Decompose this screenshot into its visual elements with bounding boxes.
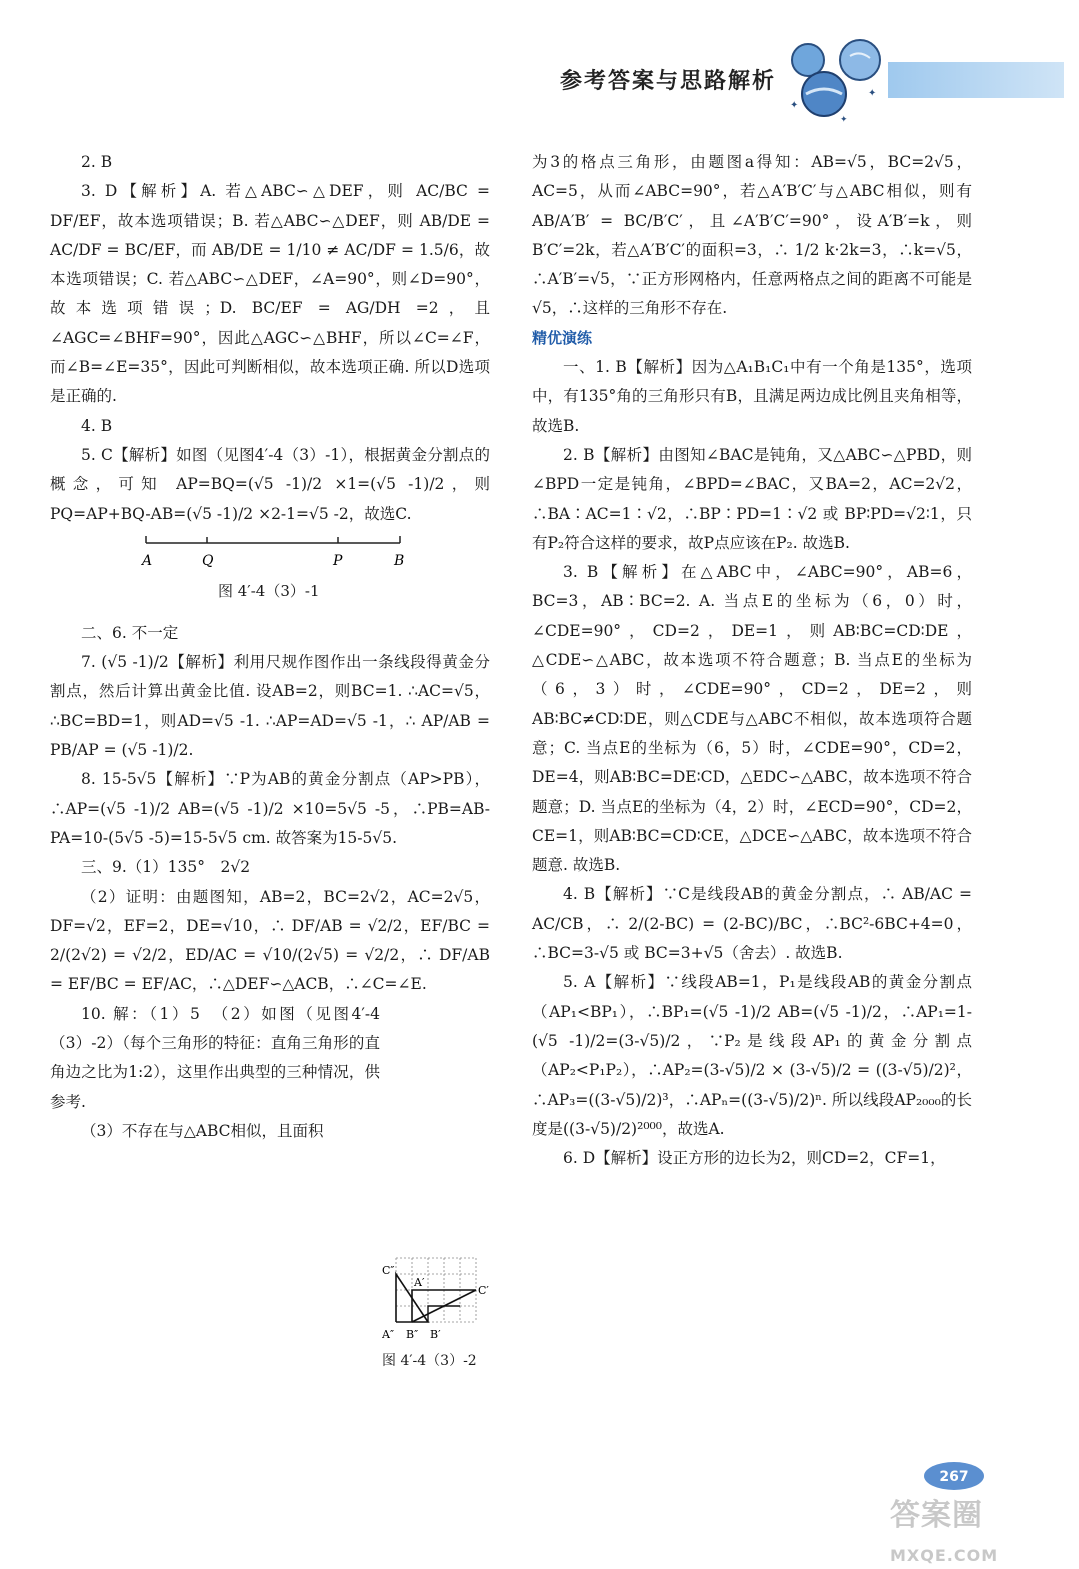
point-label-b: B bbox=[394, 552, 405, 569]
answer-2: 2. B bbox=[81, 153, 113, 171]
right-column bbox=[532, 148, 972, 1173]
practice-answer-3: 3. B【解析】在△ABC中，∠ABC=90°，AB=6，BC=3，AB∶BC=2. A. 当点E的坐标为（6，0）时，∠CDE=90°，CD=2，DE=1，则AB∶BC=CD∶DE，△CDE∽△ABC，故本选项不符合题意；B. 当点E的坐标为（6，3）时，∠CDE=90°，CD=2，DE=2，则AB∶BC≠CD∶DE，则△CDE与△ABC不相似，故本选项符合题意；C. 当点E的坐标为（6，5）时，∠CDE=90°，CD=2，DE=4，则AB∶BC=DE∶CD，△EDC∽△ABC，故本选项不符合题意；D. 当点E的坐标为（4，2）时，∠ECD=90°，CD=2，CE=1，则AB∶BC=CD∶CE，△DCE∽△ABC，故本选项不符合题意. 故选B. bbox=[532, 563, 972, 875]
grid-label-a2: A″ bbox=[382, 1328, 395, 1341]
point-label-p: P bbox=[333, 552, 343, 569]
answer-9-1: 三、9.（1）135° 2√2 bbox=[81, 858, 251, 877]
answer-7: 7. (√5 -1)/2【解析】利用尺规作图作出一条线段得黄金分割点，然后计算出黄金比值. 设AB=2，则BC=1. ∴AC=√5，∴BC=BD=1，则AD=√5 -1. ∴AP=AD=√5 -1，∴ AP/AB = PB/AP = (√5 -1)/2. bbox=[50, 653, 490, 760]
answer-9-2: （2）证明：由题图知，AB=2，BC=2√2，AC=2√5，DF=√2，EF=2，DE=√10，∴ DF/AB = √2/2，EF/BC = 2/(2√2) = √2/2，ED/AC = √10/(2√5) = √2/2，∴ DF/AB = EF/BC = EF/AC，∴△DEF∽△ACB，∴∠C=∠E. bbox=[50, 887, 490, 994]
grid-label-c2: C″ bbox=[382, 1264, 395, 1277]
point-label-q: Q bbox=[202, 552, 214, 569]
answer-10-continued: 为3的格点三角形，由题图a得知：AB=√5，BC=2√5，AC=5，从而∠ABC=90°，若△A′B′C′与△ABC相似，则有 AB/A′B′ = BC/B′C′，且∠A′B′C′=90°，设A′B′=k，则B′C′=2k，若△A′B′C′的面积=3，∴ 1/2 k·2k=3，∴k=√5，∴A′B′=√5，∵正方形网格内，任意两格点之间的距离不可能是√5，∴这样的三角形不存在. bbox=[532, 153, 972, 318]
header-banner bbox=[888, 62, 1064, 98]
grid-label-a1: A′ bbox=[414, 1276, 425, 1289]
answer-6: 二、6. 不一定 bbox=[81, 623, 179, 642]
watermark-text: 答案圈 bbox=[890, 1498, 983, 1533]
planet-decoration-icon bbox=[780, 36, 890, 126]
practice-answer-4: 4. B【解析】∵C是线段AB的黄金分割点，∴ AB/AC = AC/CB，∴ 2/(2-BC) = (2-BC)/BC，∴BC²-6BC+4=0，∴BC=3-√5 或 BC=3+√5（舍去）. 故选B. bbox=[532, 885, 972, 963]
practice-answer-5: 5. A【解析】∵线段AB=1，P₁是线段AB的黄金分割点（AP₁<BP₁），∴BP₁=(√5 -1)/2 AB=(√5 -1)/2，∴AP₁=1-(√5 -1)/2=(3-√5)/2，∵P₂是线段AP₁的黄金分割点（AP₂<P₁P₂），∴AP₂=(3-√5)/2 × (3-√5)/2 = ((3-√5)/2)²，∴AP₃=((3-√5)/2)³，∴APₙ=((3-√5)/2)ⁿ. 所以线段AP₂₀₀₀的长度是((3-√5)/2)²⁰⁰⁰，故选A. bbox=[532, 973, 972, 1138]
figure-caption-1: 图 4′-4（3）-1 bbox=[218, 581, 320, 600]
answer-10-3: （3）不存在与△ABC相似，且面积 bbox=[81, 1121, 324, 1140]
practice-answer-2: 2. B【解析】由图知∠BAC是钝角，又△ABC∽△PBD，则∠BPD一定是钝角，∠BPD=∠BAC，又BA=2，AC=2√2，∴BA∶AC=1∶√2，∴BP∶PD=1∶√2 或 BP∶PD=√2∶1，只有P₂符合这样的要求，故P点应该在P₂. 故选B. bbox=[532, 445, 972, 552]
grid-label-b2: B″ bbox=[406, 1328, 419, 1341]
page-number-badge bbox=[914, 1454, 994, 1494]
practice-answer-6: 6. D【解析】设正方形的边长为2，则CD=2，CF=1， bbox=[563, 1149, 946, 1168]
watermark-url: MXQE.COM bbox=[890, 1546, 999, 1565]
figure-caption-2: 图 4′-4（3）-2 bbox=[382, 1353, 477, 1369]
practice-answer-1: 一、1. B【解析】因为△A₁B₁C₁中有一个角是135°，选项中，有135°角的三角形只有B，且满足两边成比例且夹角相等，故选B. bbox=[532, 358, 972, 435]
figure-grid-triangles bbox=[382, 1252, 502, 1370]
svg-text:✦: ✦ bbox=[840, 115, 848, 125]
grid-label-c1: C′ bbox=[478, 1284, 489, 1297]
svg-text:✦: ✦ bbox=[868, 88, 877, 99]
page-number: 267 bbox=[939, 1469, 969, 1485]
page-header-title: 参考答案与思路解析 bbox=[560, 69, 777, 94]
point-label-a: A bbox=[142, 552, 153, 569]
svg-text:✦: ✦ bbox=[790, 100, 799, 111]
left-column bbox=[50, 148, 490, 1146]
answer-4: 4. B bbox=[81, 416, 113, 435]
answer-5: 5. C【解析】如图（见图4′-4（3）-1），根据黄金分割点的概念，可知 AP=BQ=(√5 -1)/2 ×1=(√5 -1)/2，则 PQ=AP+BQ-AB=(√5 -1)/2 ×2-1=√5 -2，故选C. bbox=[50, 445, 490, 523]
grid-label-b1: B′ bbox=[430, 1328, 441, 1341]
answer-8: 8. 15-5√5【解析】∵P为AB的黄金分割点（AP>PB），∴AP=(√5 -1)/2 AB=(√5 -1)/2 ×10=5√5 -5，∴PB=AB-PA=10-(5√5 -5)=15-5√5 cm. 故答案为15-5√5. bbox=[50, 770, 490, 847]
section-title-practice: 精优演练 bbox=[532, 328, 593, 347]
watermark-logo bbox=[890, 1490, 1079, 1569]
answer-3: 3. D【解析】A. 若△ABC∽△DEF，则 AC/BC = DF/EF，故本选项错误；B. 若△ABC∽△DEF，则 AB/DE = AC/DF = BC/EF，而 AB/DE = 1/10 ≠ AC/DF = 1.5/6，故本选项错误；C. 若△ABC∽△DEF，∠A=90°，则∠D=90°，故本选项错误；D. BC/EF = AG/DH =2，且∠AGC=∠BHF=90°，因此△AGC∽△BHF，所以∠C=∠F，而∠B=∠E=35°，因此可判断相似，故本选项正确. 所以D选项是正确的. bbox=[50, 182, 490, 406]
answer-10: 10. 解：（1）5 （2）如图（见图4′-4（3）-2）（每个三角形的特征：直角三角形的直角边之比为1:2），这里作出典型的三种情况，供参考. bbox=[50, 1004, 380, 1111]
figure-golden-section bbox=[50, 533, 490, 613]
